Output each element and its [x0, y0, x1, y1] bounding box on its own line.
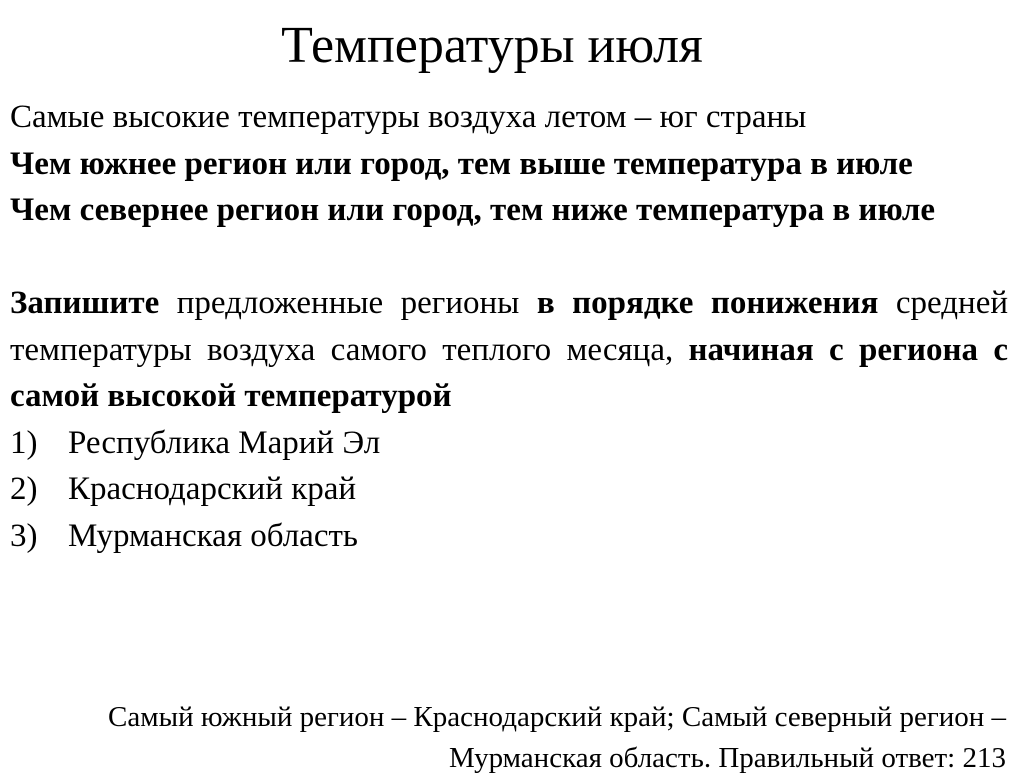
task-object: предложенные регионы [159, 285, 537, 321]
rule-north: Чем севернее регион или город, тем ниже температура в июле [10, 192, 935, 228]
list-label: Республика Марий Эл [68, 424, 381, 461]
slide-title: Температуры июля [281, 17, 703, 74]
task-verb: Запишите [10, 285, 160, 321]
spacer [10, 234, 1008, 281]
slide-body [10, 94, 1008, 559]
answer-text: Самый южный регион – Краснодарский край; Самый северный регион – Мурманская область. Правильный ответ: 213 [108, 701, 1006, 774]
list-item [10, 466, 1008, 513]
task-criterion: средней температуры воздуха самого теплого месяца, [10, 285, 1008, 368]
list-number: 3) [10, 517, 38, 554]
rule-south: Чем южнее регион или город, тем выше температура в июле [10, 145, 913, 182]
list-label: Мурманская область [68, 517, 358, 554]
task-start: начиная с региона с самой высокой температурой [10, 331, 1008, 414]
list-item [10, 513, 1008, 560]
options-list [10, 420, 1008, 560]
intro-text: Самые высокие температуры воздуха летом – юг страны [10, 99, 807, 135]
list-number: 2) [10, 471, 38, 507]
list-number: 1) [10, 424, 38, 461]
task-order: в порядке понижения [536, 285, 879, 321]
list-label: Краснодарский край [68, 471, 357, 507]
list-item [10, 420, 1008, 467]
task-text [10, 280, 1008, 420]
